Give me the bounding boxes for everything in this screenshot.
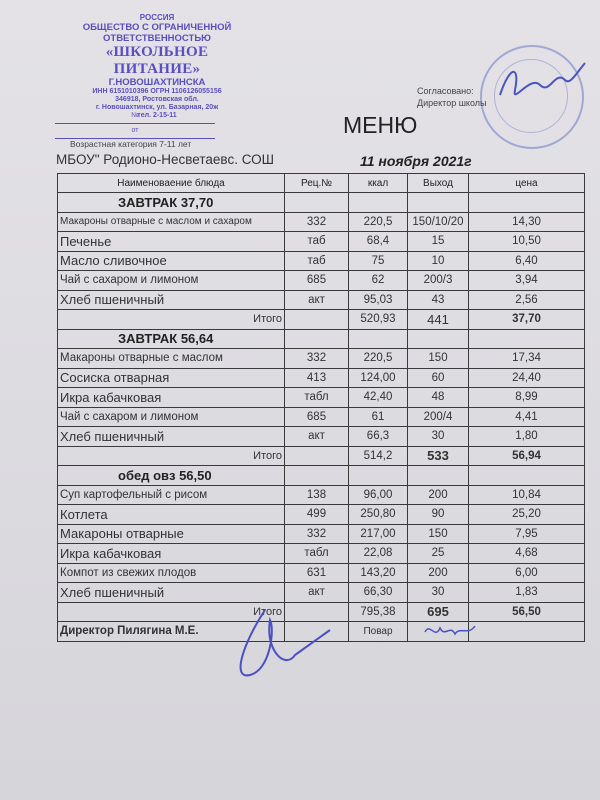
output: 30 <box>408 427 469 447</box>
recipe-number: акт <box>285 427 349 447</box>
dish-name: Печенье <box>58 232 285 252</box>
table-row <box>58 290 585 310</box>
price: 17,34 <box>469 349 585 369</box>
table-row <box>58 368 585 388</box>
dish-name: Икра кабачковая <box>58 544 285 564</box>
output: 200/4 <box>408 407 469 427</box>
kcal: 250,80 <box>349 505 408 525</box>
table-row <box>58 563 585 583</box>
table-row <box>58 232 585 252</box>
output: 200/3 <box>408 271 469 291</box>
recipe-number: 332 <box>285 349 349 369</box>
table-row <box>58 271 585 291</box>
price: 2,56 <box>469 290 585 310</box>
kcal: 66,3 <box>349 427 408 447</box>
total-price: 56,50 <box>469 602 585 622</box>
total-kcal: 514,2 <box>349 446 408 466</box>
kcal: 124,00 <box>349 368 408 388</box>
stamp-org-name: «ШКОЛЬНОЕ ПИТАНИЕ» <box>105 44 209 77</box>
stamp-from-label: от <box>55 127 215 139</box>
dish-name: Хлеб пшеничный <box>58 290 285 310</box>
table-row <box>58 388 585 408</box>
table-row <box>58 407 585 427</box>
dish-name: Макароны отварные с маслом и сахаром <box>58 212 285 232</box>
section-row-breakfast1 <box>58 193 585 213</box>
total-row <box>58 602 585 622</box>
approval-line1: Согласовано: <box>417 86 474 96</box>
output: 150/10/20 <box>408 212 469 232</box>
total-label: Итого <box>58 446 285 466</box>
output: 150 <box>408 524 469 544</box>
kcal: 68,4 <box>349 232 408 252</box>
total-output: 695 <box>408 602 469 622</box>
recipe-number: 332 <box>285 524 349 544</box>
dish-name: Хлеб пшеничный <box>58 427 285 447</box>
price: 7,95 <box>469 524 585 544</box>
output: 15 <box>408 232 469 252</box>
stamp-address2: г. Новошахтинск, ул. Базарная, 20ж <box>95 104 219 112</box>
recipe-number: 138 <box>285 485 349 505</box>
price: 4,41 <box>469 407 585 427</box>
stamp-city: Г.НОВОШАХТИНСКА <box>108 76 206 88</box>
section-row-breakfast2 <box>58 329 585 349</box>
school-name: МБОУ" Родионо-Несветаевс. СОШ <box>56 152 275 167</box>
total-kcal: 520,93 <box>349 310 408 330</box>
kcal: 217,00 <box>349 524 408 544</box>
dish-name: Чай с сахаром и лимоном <box>58 271 285 291</box>
round-seal <box>480 45 584 149</box>
price: 4,68 <box>469 544 585 564</box>
dish-name: Макароны отварные <box>58 524 285 544</box>
stamp-number-label: № <box>55 112 215 124</box>
header-kcal: ккал <box>349 174 408 193</box>
output: 43 <box>408 290 469 310</box>
stamp-country: РОССИЯ <box>139 13 175 22</box>
kcal: 220,5 <box>349 212 408 232</box>
director-name: Директор Пилягина М.Е. <box>58 622 285 642</box>
price: 3,94 <box>469 271 585 291</box>
dish-name: Хлеб пшеничный <box>58 583 285 603</box>
table-row <box>58 524 585 544</box>
price: 8,99 <box>469 388 585 408</box>
stamp-number-lines <box>55 112 215 142</box>
table-row <box>58 251 585 271</box>
recipe-number: таб <box>285 232 349 252</box>
total-output: 533 <box>408 446 469 466</box>
total-label: Итого <box>58 310 285 330</box>
total-kcal: 795,38 <box>349 602 408 622</box>
table-row <box>58 349 585 369</box>
price: 24,40 <box>469 368 585 388</box>
recipe-number: 685 <box>285 407 349 427</box>
header-price: цена <box>469 174 585 193</box>
total-row <box>58 310 585 330</box>
output: 48 <box>408 388 469 408</box>
kcal: 66,30 <box>349 583 408 603</box>
dish-name: Макароны отварные с маслом <box>58 349 285 369</box>
total-row <box>58 446 585 466</box>
table-row <box>58 583 585 603</box>
header-output: Выход <box>408 174 469 193</box>
output: 150 <box>408 349 469 369</box>
header-recipe: Рец.№ <box>285 174 349 193</box>
recipe-number: 685 <box>285 271 349 291</box>
kcal: 61 <box>349 407 408 427</box>
table-row <box>58 544 585 564</box>
age-category: Возрастная категория 7-11 лет <box>70 139 192 149</box>
menu-date: 11 ноября 2021г <box>360 153 472 169</box>
kcal: 22,08 <box>349 544 408 564</box>
table-header <box>58 174 585 193</box>
table-row <box>58 212 585 232</box>
recipe-number: табл <box>285 388 349 408</box>
stamp-ids: ИНН 6151010396 ОГРН 1106126055156 <box>92 88 222 96</box>
price: 6,40 <box>469 251 585 271</box>
kcal: 96,00 <box>349 485 408 505</box>
price: 10,84 <box>469 485 585 505</box>
section-title: обед овз 56,50 <box>58 466 285 486</box>
recipe-number: акт <box>285 583 349 603</box>
signature-row <box>58 622 585 642</box>
output: 60 <box>408 368 469 388</box>
dish-name: Компот из свежих плодов <box>58 563 285 583</box>
header-dish: Наименоваение блюда <box>58 174 285 193</box>
kcal: 62 <box>349 271 408 291</box>
recipe-number: 499 <box>285 505 349 525</box>
stamp-phone: тел. 2-15-11 <box>137 111 177 119</box>
kcal: 95,03 <box>349 290 408 310</box>
kcal: 220,5 <box>349 349 408 369</box>
price: 14,30 <box>469 212 585 232</box>
price: 25,20 <box>469 505 585 525</box>
output: 30 <box>408 583 469 603</box>
table-row <box>58 505 585 525</box>
approval-block <box>417 85 487 109</box>
stamp-org-line2: ОТВЕТСТВЕННОСТЬЮ <box>103 32 211 44</box>
section-title: ЗАВТРАК 37,70 <box>58 193 285 213</box>
kcal: 143,20 <box>349 563 408 583</box>
output: 25 <box>408 544 469 564</box>
organization-stamp <box>62 14 252 120</box>
output: 90 <box>408 505 469 525</box>
dish-name: Суп картофельный с рисом <box>58 485 285 505</box>
kcal: 42,40 <box>349 388 408 408</box>
approval-line2: Директор школы <box>417 98 487 108</box>
recipe-number: таб <box>285 251 349 271</box>
total-price: 56,94 <box>469 446 585 466</box>
recipe-number: 631 <box>285 563 349 583</box>
price: 1,83 <box>469 583 585 603</box>
stamp-address1: 346918, Ростовская обл. <box>115 96 199 104</box>
menu-table <box>57 173 585 642</box>
price: 1,80 <box>469 427 585 447</box>
cook-label: Повар <box>349 622 408 642</box>
dish-name: Масло сливочное <box>58 251 285 271</box>
kcal: 75 <box>349 251 408 271</box>
dish-name: Икра кабачковая <box>58 388 285 408</box>
price: 6,00 <box>469 563 585 583</box>
dish-name: Чай с сахаром и лимоном <box>58 407 285 427</box>
dish-name: Сосиска отварная <box>58 368 285 388</box>
recipe-number: акт <box>285 290 349 310</box>
total-price: 37,70 <box>469 310 585 330</box>
menu-table-body <box>58 193 585 642</box>
total-label: Итого <box>58 602 285 622</box>
table-row <box>58 485 585 505</box>
stamp-org-line1: ОБЩЕСТВО С ОГРАНИЧЕННОЙ <box>82 21 232 33</box>
total-output: 441 <box>408 310 469 330</box>
page-title: МЕНЮ <box>343 112 418 138</box>
recipe-number: 413 <box>285 368 349 388</box>
table-row <box>58 427 585 447</box>
dish-name: Котлета <box>58 505 285 525</box>
section-row-lunch <box>58 466 585 486</box>
output: 10 <box>408 251 469 271</box>
price: 10,50 <box>469 232 585 252</box>
output: 200 <box>408 563 469 583</box>
recipe-number: 332 <box>285 212 349 232</box>
output: 200 <box>408 485 469 505</box>
section-title: ЗАВТРАК 56,64 <box>58 329 285 349</box>
recipe-number: табл <box>285 544 349 564</box>
